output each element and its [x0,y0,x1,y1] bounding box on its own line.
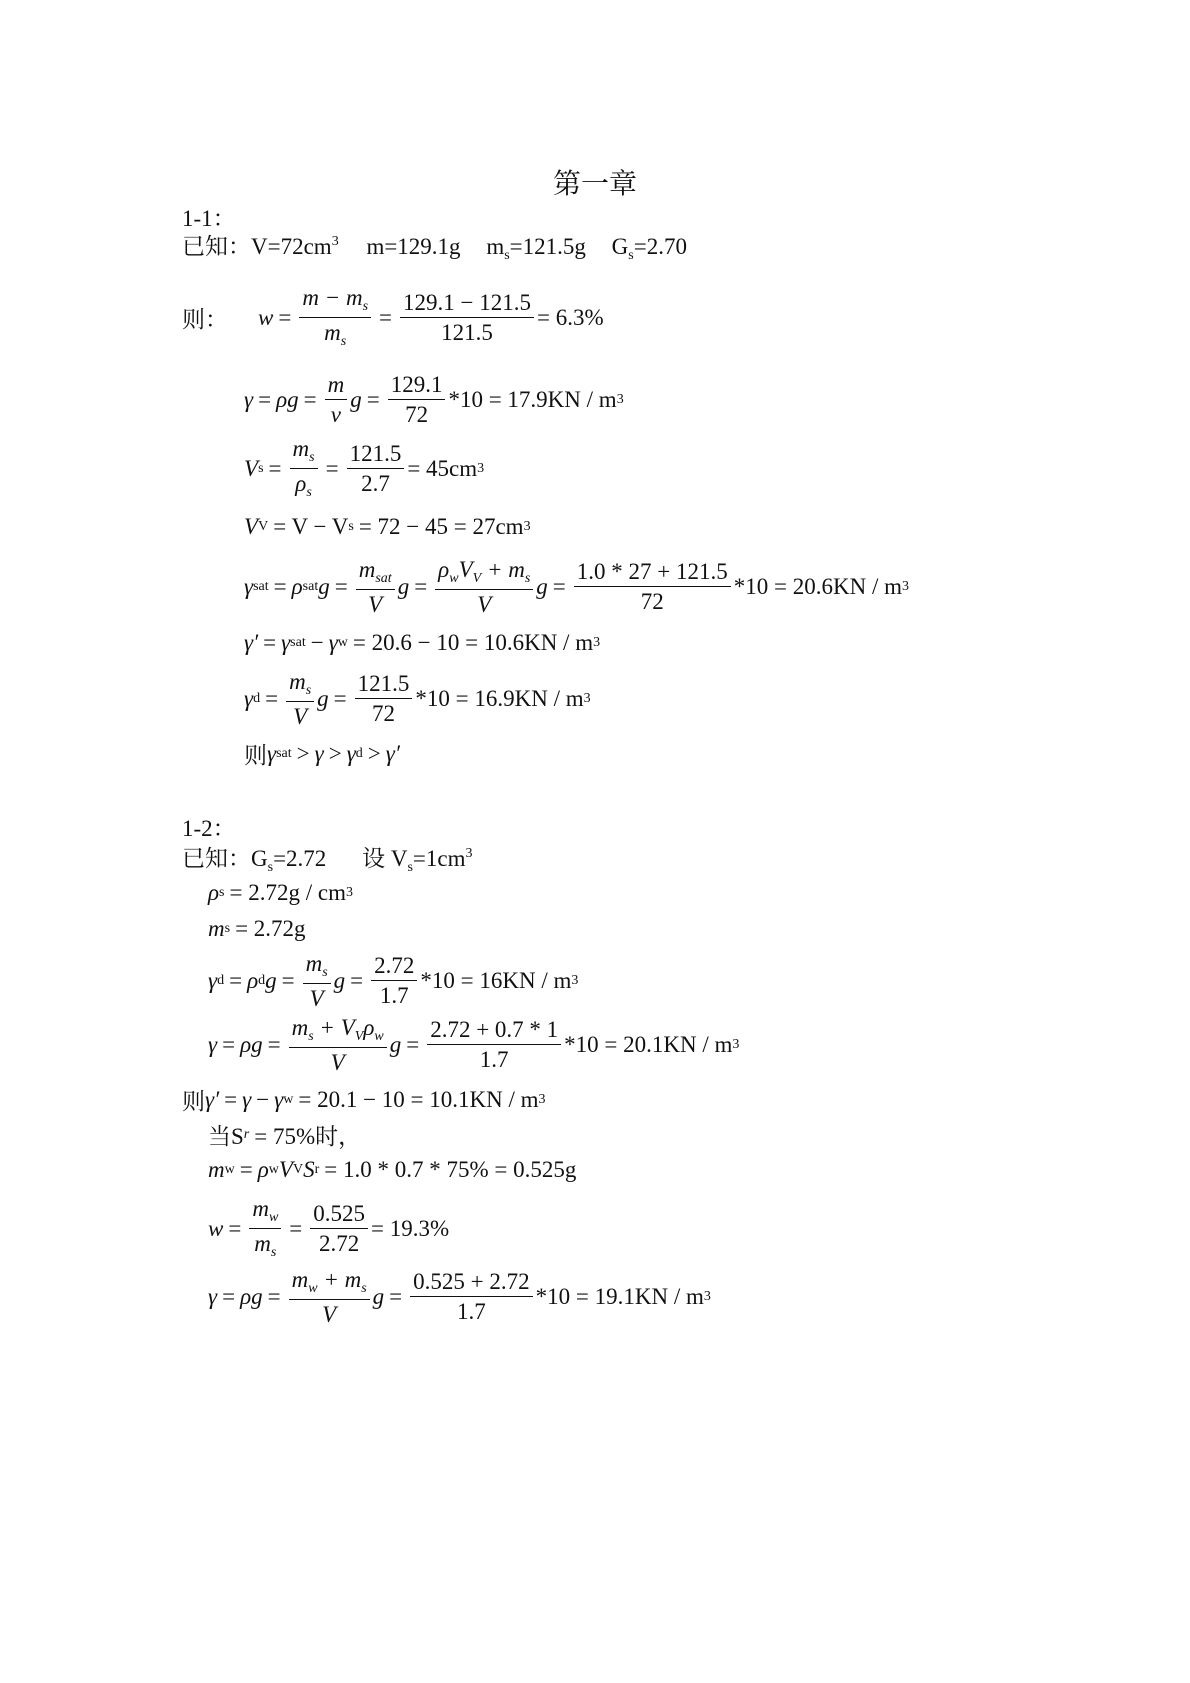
section-heading-1-2: 1-2： [182,816,236,841]
fraction: $\frac{0.525}{2.72}$ [310,1202,368,1256]
given-specific-gravity-value: =2.70 [633,234,687,259]
given-label: 已知： [182,234,251,259]
fraction: $\frac{121.5}{72}$ [355,672,413,726]
equation-solid-mass: m s = 2.72g [208,916,306,941]
equation-buoyant-unit-weight-2: 则 γ′ = γ − γ w = 20.1 − 10 = 10.1KN / m 3 [182,1086,546,1114]
equation-solid-volume: V s = $\frac{m_s}{\rho_s}$ = $\frac{121.5}{2.7}$ = 45cm 3 [244,436,485,500]
then-label: 则： [182,307,228,333]
comparison-line: 则 γ sat > γ > γ d > γ′ [244,740,400,768]
fraction: $\frac{m}{v}$ [325,373,348,427]
fraction: $\frac{m - m_s}{m_s}$ [299,286,371,349]
saturation-condition: 当S r = 75%时， [208,1124,362,1149]
section-heading-1-1: 1-1： [182,206,236,231]
fraction: $\frac{1.0 * 27 + 121.5}{72}$ [574,560,731,614]
fraction: $m_s + V_V\rho_w$ V [289,1016,387,1075]
fraction: $\frac{2.72 + 0.7 * 1}{1.7}$ [427,1018,561,1072]
fraction: $\frac{2.72}{1.7}$ [371,954,417,1008]
equation-buoyant-unit-weight: γ′ = γ sat − γ w = 20.6 − 10 = 10.6KN / m 3 [244,630,601,655]
equation-unit-weight-3: γ = ρg = $\frac{m_w + m_s}{V}$ g = $\frac{0.525 + 2.72}{1.7}$ *10 = 19.1KN / m 3 [208,1267,711,1327]
fraction: $\frac{m_s}{V}$ [303,952,331,1011]
fraction: $\frac{129.1}{72}$ [388,373,446,427]
equation-dry-unit-weight-2: γ d = ρ d g = $\frac{m_s}{V}$ g = $\frac{2.72}{1.7}$ *10 = 16KN / m 3 [208,951,579,1011]
given-mass: m=129.1g [366,234,461,259]
given-solid-mass: m [486,234,505,259]
fraction: $\frac{m_s}{V}$ [286,670,314,729]
given-specific-gravity: G [611,234,629,259]
equation-void-volume: V V = V − V s = 72 − 45 = 27cm 3 [244,514,531,539]
given-line-1-2: 已知：$G_s=2.72$ 设 $V_s=1cm^3$ [182,846,473,875]
given-volume: V=72cm [251,234,332,259]
fraction: $\frac{129.1 - 121.5}{121.5}$ [400,291,534,345]
equation-saturated-unit-weight: γ sat = ρ sat g = $m_{sat}$ V g = $\rho_wV_V + m_s$ V g = $\frac{1.0 * 27 + 121.5}{72}$ *10 = 20.6KN / m 3 [244,557,909,617]
equation-water-mass: m w = ρ w V V S r = 1.0 * 0.7 * 75% = 0.525g [208,1157,577,1182]
equation-water-content-2: w = $\frac{m_w}{m_s}$ = $\frac{0.525}{2.72}$ = 19.3% [208,1196,450,1260]
chapter-title: 第一章 [552,169,637,200]
equation-water-content: 则： w = $\frac{m - m_s}{m_s}$ = $\frac{129.1 - 121.5}{121.5}$ = 6.3% [182,285,604,349]
equation-unit-weight: γ = ρg = $\frac{m}{v}$ g = $\frac{129.1}{72}$ *10 = 17.9KN / m 3 [244,372,624,428]
equation-unit-weight-2: γ = ρg = $m_s + V_V\rho_w$ V g = $\frac{2.72 + 0.7 * 1}{1.7}$ *10 = 20.1KN / m 3 [208,1015,740,1075]
fraction: $m_{sat}$ V [356,558,395,617]
fraction: $\frac{m_s}{\rho_s}$ [290,437,318,500]
fraction: $\frac{m_w}{m_s}$ [249,1197,281,1260]
given-line-1-1: 已知：$V=72cm^3$ m=129.1g $m_s=121.5g$ $G_s=2.70$ [182,234,687,263]
fraction: $\rho_wV_V + m_s$ V [435,558,533,617]
fraction: $\frac{121.5}{2.7}$ [347,442,405,496]
fraction: $\frac{0.525 + 2.72}{1.7}$ [410,1270,532,1324]
given-solid-mass-value: =121.5g [509,234,586,259]
equation-solid-density: ρ s = 2.72g / cm 3 [208,880,353,905]
equation-dry-unit-weight: γ d = $\frac{m_s}{V}$ g = $\frac{121.5}{72}$ *10 = 16.9KN / m 3 [244,669,591,729]
fraction: $\frac{m_w + m_s}{V}$ [289,1268,370,1327]
